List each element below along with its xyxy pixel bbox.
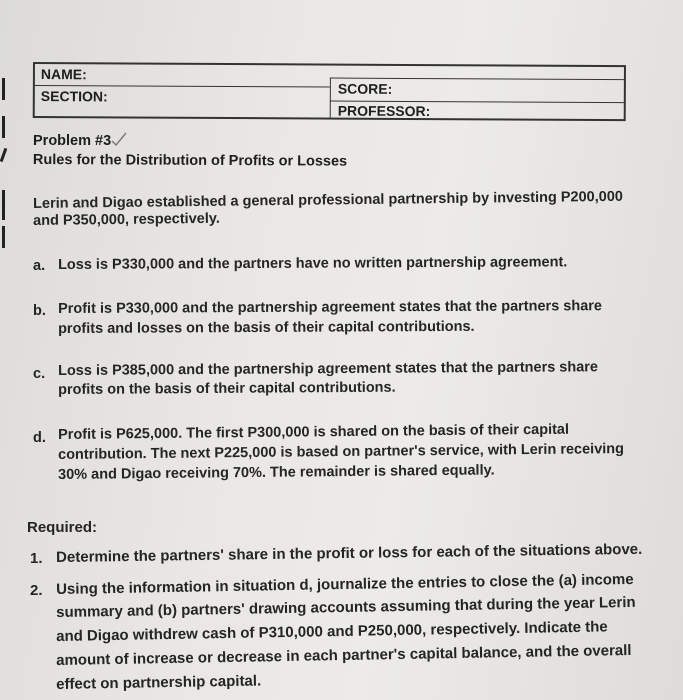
name-label: NAME: [40, 66, 87, 83]
intro-line-1: Lerin and Digao established a general professional partnership by investing P200,000 [33, 188, 624, 212]
situation-letter: c. [33, 366, 46, 382]
situation-c-line: Loss is P385,000 and the partnership agreement states that the partners share [58, 359, 599, 379]
required-item-number: 2. [30, 582, 43, 599]
margin-mark [2, 78, 5, 100]
situation-b-line: profits and losses on the basis of their capital contributions. [58, 318, 475, 337]
situation-d-line: Profit is P625,000. The first P300,000 is shared on the basis of their capital [58, 421, 570, 443]
required-item-2-line: effect on partnership capital. [56, 672, 262, 693]
situation-letter: b. [33, 303, 46, 319]
situation-letter: a. [33, 258, 46, 274]
required-item-1-line: Determine the partners' share in the profit or loss for each of the situations above. [56, 540, 643, 566]
margin-mark [2, 190, 5, 220]
situation-a-line: Loss is P330,000 and the partners have no written partnership agreement. [58, 254, 568, 273]
student-info-table [33, 62, 626, 121]
problem-number: Problem #3 [33, 133, 112, 149]
required-item-2-line: amount of increase or decrease in each partner's capital balance, and the overall [56, 641, 632, 669]
situation-d-line: contribution. The next P225,000 is based on partner's service, with Lerin receiving [58, 441, 625, 463]
problem-title: Rules for the Distribution of Profits or Losses [32, 152, 348, 170]
situation-b-line: Profit is P330,000 and the partnership agreement states that the partners share [58, 298, 603, 317]
margin-mark [2, 226, 5, 248]
intro-line-2: and P350,000, respectively. [33, 210, 220, 229]
section-label: SECTION: [40, 88, 108, 105]
check-mark-icon [111, 132, 127, 146]
margin-mark [0, 148, 7, 162]
situation-c-line: profits on the basis of their capital contributions. [58, 379, 396, 398]
professor-label: PROFESSOR: [337, 102, 431, 120]
score-label: SCORE: [337, 80, 393, 97]
required-item-2-line: and Digao withdrew cash of P310,000 and P250,000, respectively. Indicate the [56, 618, 608, 645]
margin-mark [2, 116, 5, 138]
required-heading: Required: [27, 519, 98, 536]
situation-letter: d. [33, 430, 46, 446]
situation-d-line: 30% and Digao receiving 70%. The remainder is shared equally. [58, 462, 495, 483]
required-item-2-line: summary and (b) partners' drawing accounts assuming that during the year Lerin [56, 593, 636, 621]
required-item-number: 1. [30, 550, 43, 567]
required-item-2-line: Using the information in situation d, journalize the entries to close the (a) income [56, 570, 634, 598]
